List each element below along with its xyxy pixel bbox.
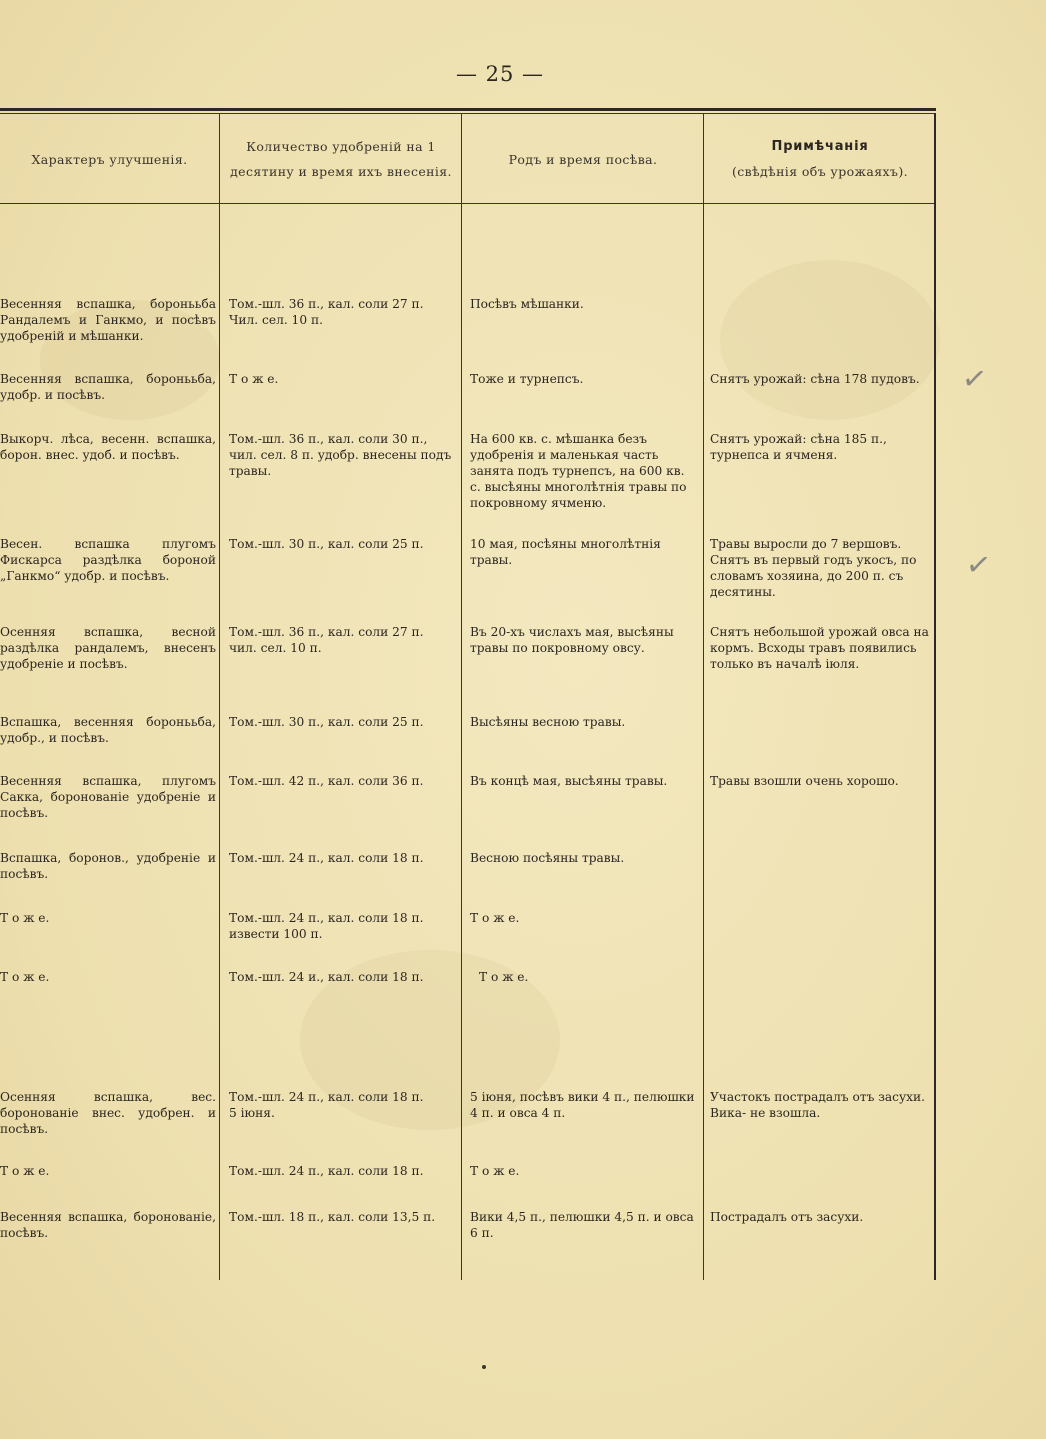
cell-fertilizer: Том.-шл. 30 п., кал. соли 25 п. — [229, 537, 424, 551]
table-right-border — [934, 113, 936, 1280]
header-notes-subtitle: (свѣдѣнія объ урожаяхъ). — [731, 164, 909, 179]
header-notes — [706, 115, 934, 203]
column-divider — [461, 113, 462, 1280]
cell-improvement: Т о ж е. — [0, 911, 50, 925]
cell-improvement: Вспашка, весенняя боронььба, удобр., и посѣвъ. — [0, 715, 216, 745]
cell-sowing: 5 іюня, посѣвъ вики 4 п., пелюшки 4 п. и овса 4 п. — [470, 1090, 695, 1120]
table-header-rule — [0, 203, 936, 204]
cell-notes: Снятъ небольшой урожай овса на кормъ. Всходы травъ появились только въ началѣ іюля. — [710, 625, 929, 671]
cell-fertilizer: Том.-шл. 36 п., кал. соли 27 п. Чил. сел. 10 п. — [229, 297, 424, 327]
cell-improvement: Осенняя вспашка, вес. боронованіе внес. удобрен. и посѣвъ. — [0, 1090, 216, 1136]
cell-improvement: Весенняя вспашка, плугомъ Сакка, боронованіе удобреніе и посѣвъ. — [0, 774, 216, 820]
column-divider — [219, 113, 220, 1280]
cell-fertilizer: Том.-шл. 24 п., кал. соли 18 п. — [229, 1164, 424, 1178]
cell-notes: Пострадалъ отъ засухи. — [710, 1210, 864, 1224]
cell-notes: Снятъ урожай: сѣна 178 пудовъ. — [710, 372, 920, 386]
cell-sowing: Въ 20-хъ числахъ мая, высѣяны травы по покровному овсу. — [470, 625, 674, 655]
header-sowing: Родъ и время посѣва. — [508, 151, 658, 167]
header-improvement: Характеръ улучшенія. — [31, 151, 188, 167]
table-top-rule-inner — [0, 113, 936, 114]
cell-sowing: На 600 кв. с. мѣшанка безъ удобренія и маленькая часть занята подъ турнепсъ, на 600 кв. с. высѣяны многолѣтнія травы по покровному ячменю. — [470, 432, 687, 510]
cell-notes: Травы взошли очень хорошо. — [710, 774, 899, 788]
cell-fertilizer: Том.-шл. 36 п., кал. соли 30 п., чил. сел. 8 п. удобр. внесены подъ травы. — [229, 432, 452, 478]
page-number: — 25 — — [455, 62, 545, 86]
paper-stain — [720, 260, 940, 420]
cell-fertilizer: Том.-шл. 24 п., кал. соли 18 п. — [229, 851, 424, 865]
header-notes-title: Примѣчанія — [771, 139, 869, 154]
cell-notes: Снятъ урожай: сѣна 185 п., турнепса и ячменя. — [710, 432, 887, 462]
cell-sowing: Въ концѣ мая, высѣяны травы. — [470, 774, 668, 788]
cell-fertilizer: Том.-шл. 42 п., кал. соли 36 п. — [229, 774, 424, 788]
cell-sowing: 10 мая, посѣяны многолѣтнія травы. — [470, 537, 661, 567]
cell-fertilizer: Том.-шл. 24 п., кал. соли 18 п. 5 іюня. — [229, 1090, 424, 1120]
cell-sowing: Весною посѣяны травы. — [470, 851, 625, 865]
cell-improvement: Весен. вспашка плугомъ Фискарса раздѣлка бороной „Ганкмо“ удобр. и посѣвъ. — [0, 537, 216, 583]
cell-fertilizer: Том.-шл. 18 п., кал. соли 13,5 п. — [229, 1210, 436, 1224]
cell-sowing: Т о ж е. — [479, 970, 529, 984]
pencil-check-icon: ✓ — [959, 360, 990, 399]
cell-sowing: Т о ж е. — [470, 1164, 520, 1178]
cell-fertilizer: Т о ж е. — [229, 372, 279, 386]
cell-improvement: Вспашка, боронов., удобреніе и посѣвъ. — [0, 851, 216, 881]
cell-notes: Участокъ пострадалъ отъ засухи. Вика- не взошла. — [710, 1090, 926, 1120]
cell-improvement: Т о ж е. — [0, 970, 50, 984]
cell-sowing: Высѣяны весною травы. — [470, 715, 626, 729]
table-top-rule — [0, 108, 936, 111]
column-divider — [703, 113, 704, 1280]
cell-improvement: Т о ж е. — [0, 1164, 50, 1178]
cell-improvement: Весенняя вспашка, боронованіе, посѣвъ. — [0, 1210, 216, 1240]
cell-fertilizer: Том.-шл. 36 п., кал. соли 27 п. чил. сел. 10 п. — [229, 625, 424, 655]
header-fertilizer: Количество удобреній на 1 десятину и время ихъ внесенія. — [230, 139, 452, 179]
cell-improvement: Весенняя вспашка, боронььба Рандалемъ и Ганкмо, и посѣвъ удобреній и мѣшанки. — [0, 297, 216, 343]
cell-sowing: Вики 4,5 п., пелюшки 4,5 п. и овса 6 п. — [470, 1210, 694, 1240]
cell-improvement: Выкорч. лѣса, весенн. вспашка, борон. внес. удоб. и посѣвъ. — [0, 432, 216, 462]
cell-fertilizer: Том.-шл. 24 п., кал. соли 18 п. извести 100 п. — [229, 911, 424, 941]
cell-fertilizer: Том.-шл. 30 п., кал. соли 25 п. — [229, 715, 424, 729]
cell-improvement: Весенняя вспашка, боронььба, удобр. и посѣвъ. — [0, 372, 216, 402]
cell-sowing: Т о ж е. — [470, 911, 520, 925]
pencil-check-icon: ✓ — [963, 546, 994, 585]
ink-dot — [482, 1365, 486, 1369]
cell-sowing: Посѣвъ мѣшанки. — [470, 297, 584, 311]
cell-sowing: Тоже и турнепсъ. — [470, 372, 584, 386]
cell-improvement: Осенняя вспашка, весной раздѣлка рандалемъ, внесенъ удобреніе и посѣвъ. — [0, 625, 216, 671]
cell-fertilizer: Том.-шл. 24 и., кал. соли 18 п. — [229, 970, 424, 984]
cell-notes: Травы выросли до 7 вершовъ. Снятъ въ первый годъ укосъ, по словамъ хозяина, до 200 п. съ десятины. — [710, 537, 917, 599]
